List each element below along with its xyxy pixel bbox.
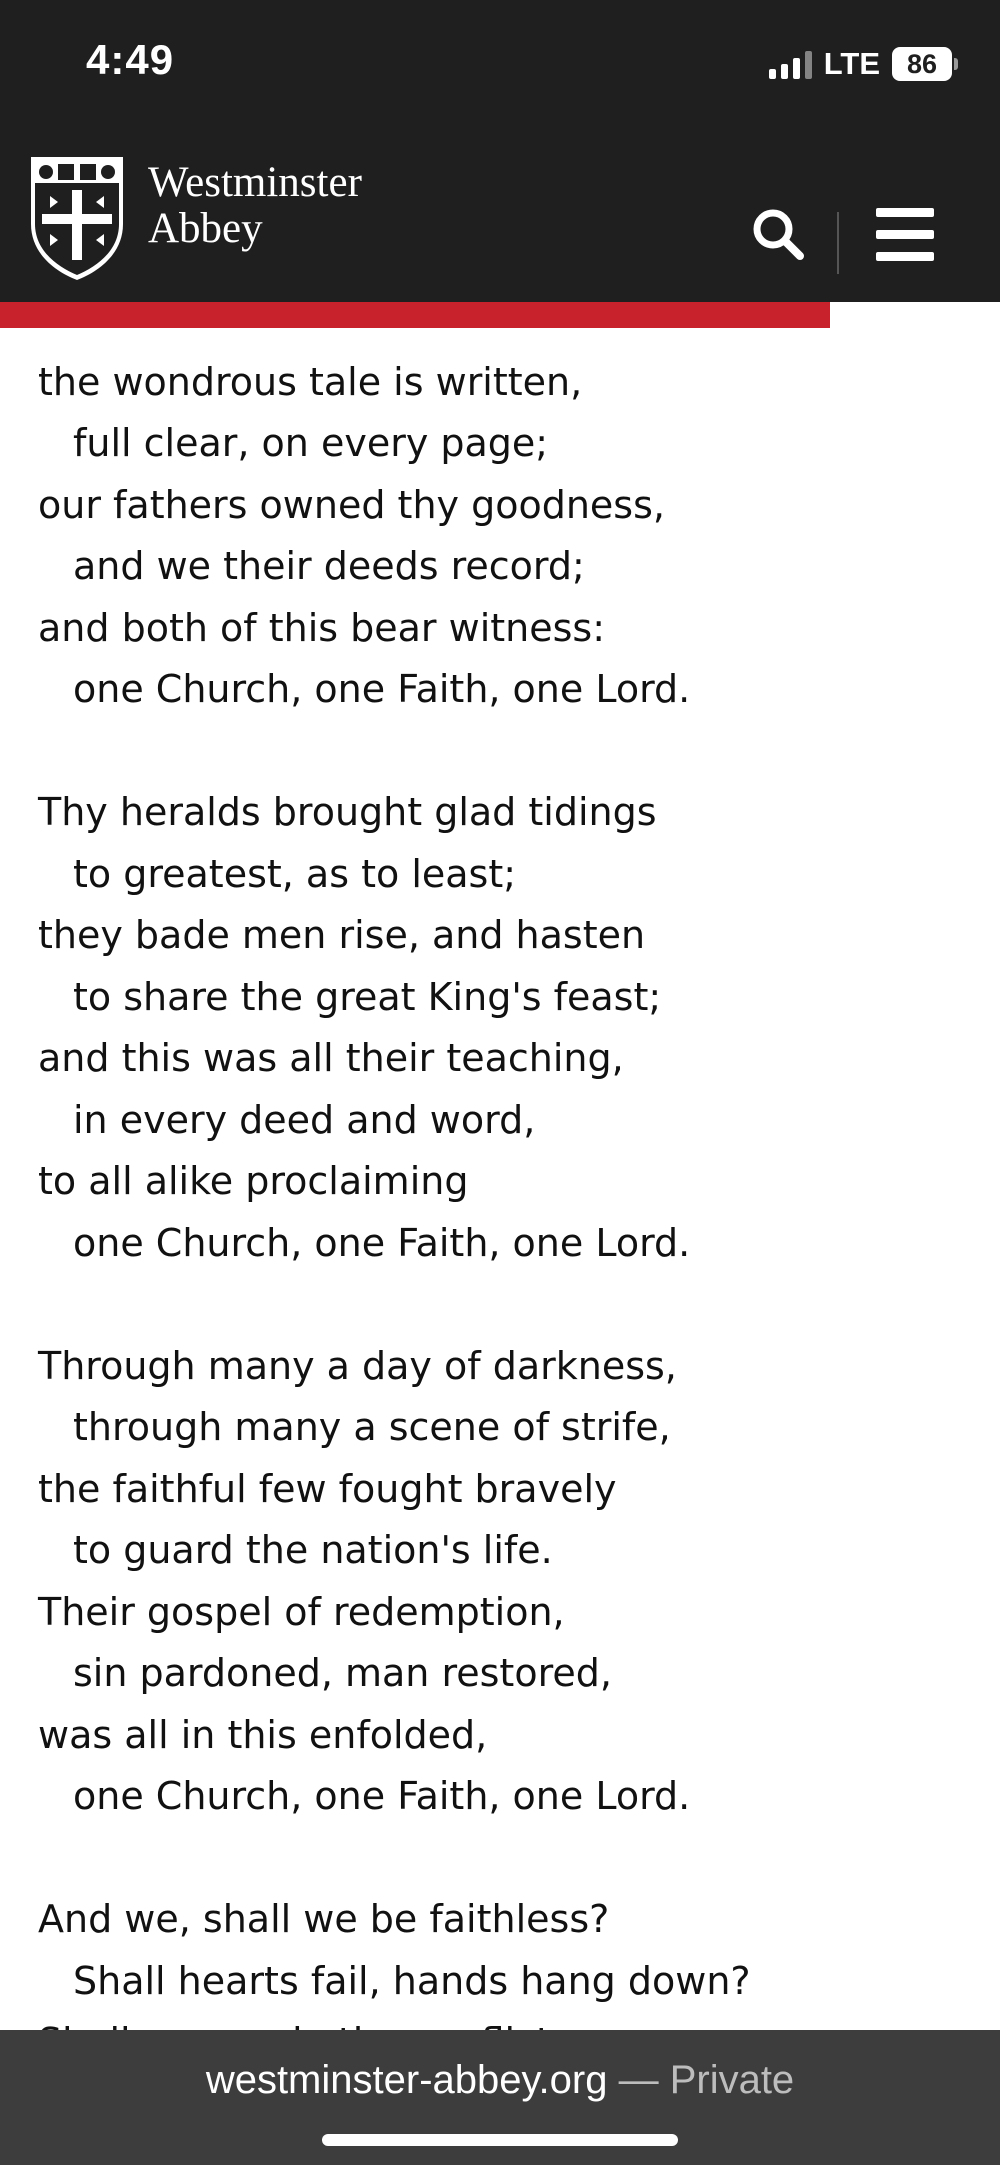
site-header xyxy=(0,120,1000,302)
hymn-line-partial xyxy=(38,290,978,352)
hymn-line: to guard the nation's life. xyxy=(73,1528,553,1572)
menu-icon xyxy=(876,208,936,261)
hymn-line: to share the great King's feast; xyxy=(73,974,662,1019)
site-logo[interactable] xyxy=(28,154,362,282)
hymn-line: full clear, on every page; xyxy=(73,421,549,465)
private-mode-label: Private xyxy=(669,2058,795,2102)
search-button[interactable] xyxy=(748,204,808,264)
url-text[interactable] xyxy=(0,2058,1000,2103)
hymn-line: one Church, one Faith, one Lord. xyxy=(73,1774,691,1818)
search-icon xyxy=(748,204,808,264)
hymn-line: through many a scene of strife, xyxy=(73,1405,671,1449)
hymn-line: and this was all their teaching, xyxy=(38,1036,624,1080)
logo-line-2: Abbey xyxy=(148,205,263,252)
url-domain: westminster-abbey.org xyxy=(205,2058,608,2102)
hymn-line: and we their deeds record; xyxy=(73,544,585,588)
hymn-line: to greatest, as to least; xyxy=(73,851,517,896)
shield-crest-icon xyxy=(28,154,126,282)
logo-line-1: Westminster xyxy=(148,159,362,206)
browser-url-bar[interactable] xyxy=(0,2030,1000,2165)
hymn-line: Thy heralds brought glad tidings xyxy=(38,790,657,834)
hymn-verse xyxy=(38,782,978,1274)
hymn-line: sin pardoned, man restored, xyxy=(73,1651,612,1695)
status-time: 4:49 xyxy=(86,36,175,83)
hymn-verse xyxy=(38,352,978,721)
hymn-line: one Church, one Faith, one Lord. xyxy=(73,667,691,711)
hymn-line: they bade men rise, and hasten xyxy=(38,913,646,957)
hymn-line: in every deed and word, xyxy=(73,1097,536,1142)
menu-button[interactable] xyxy=(876,208,936,268)
hymn-line: And we, shall we be faithless? xyxy=(38,1897,610,1941)
url-separator: — xyxy=(607,2058,670,2102)
hymn-line: to all alike proclaiming xyxy=(38,1159,469,1203)
hymn-verse xyxy=(38,1336,978,1828)
logo-wordmark xyxy=(148,160,362,252)
status-bar xyxy=(0,0,1000,120)
signal-icon xyxy=(769,49,812,79)
home-indicator[interactable] xyxy=(322,2134,678,2146)
hymn-line: the wondrous tale is written, xyxy=(38,359,583,404)
hymn-line: one Church, one Faith, one Lord. xyxy=(73,1220,691,1265)
status-indicators xyxy=(769,46,952,82)
hymn-line: and both of this bear witness: xyxy=(38,605,606,650)
network-type: LTE xyxy=(823,46,880,81)
hymn-line: our fathers owned thy goodness, xyxy=(38,482,665,527)
hymn-line: Shall hearts fail, hands hang down? xyxy=(73,1958,751,2003)
header-divider xyxy=(837,212,839,274)
hymn-line: Their gospel of redemption, xyxy=(38,1589,565,1634)
hymn-line: Through many a day of darkness, xyxy=(38,1343,677,1388)
hymn-content xyxy=(38,328,978,2028)
battery-icon: 86 xyxy=(892,47,952,81)
hymn-text xyxy=(38,290,978,2074)
hymn-line: was all in this enfolded, xyxy=(38,1712,488,1757)
hymn-line: the faithful few fought bravely xyxy=(38,1466,617,1511)
